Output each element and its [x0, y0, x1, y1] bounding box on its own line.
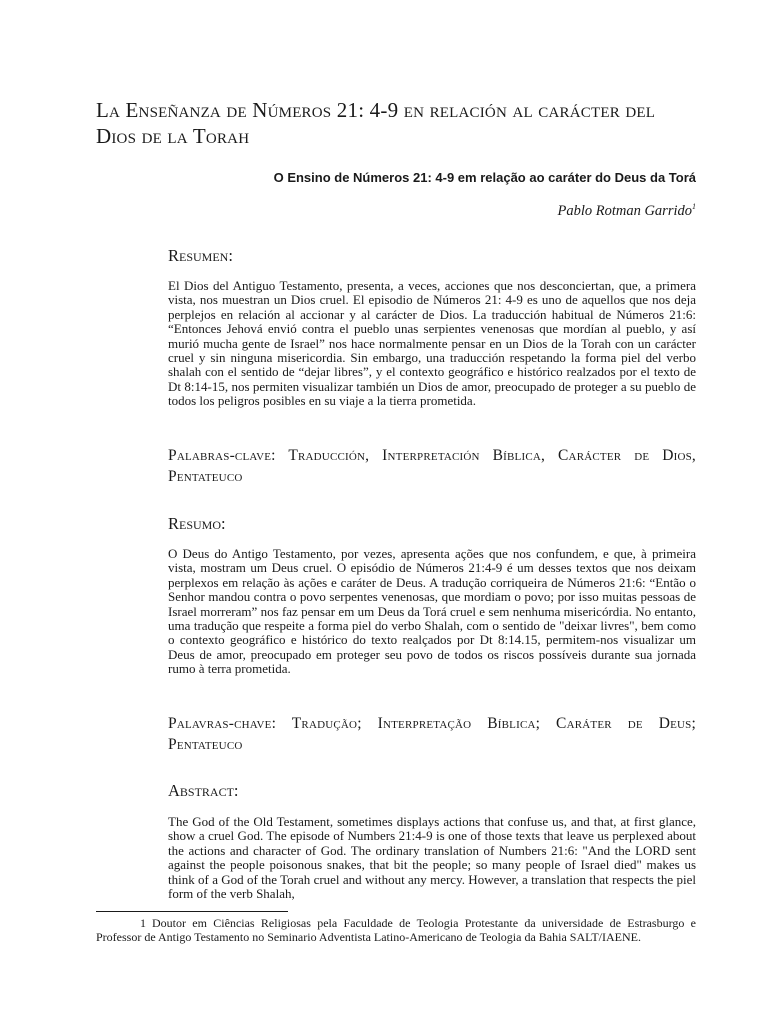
author-line	[96, 198, 696, 220]
footnote-number: 1	[140, 916, 146, 930]
footnote	[96, 916, 696, 944]
article-subtitle: O Ensino de Números 21: 4-9 em relação ao caráter do Deus da Torá	[273, 170, 696, 185]
footnote-text: Doutor em Ciências Religiosas pela Faculdade de Teologia Protestante da universidade de Estrasburgo e Professor de Antigo Testamento no Seminario Adventista Latino-Americano de Teologia da Bahia SALT/IAENE.	[96, 916, 696, 945]
abstract-heading: Abstract:	[168, 781, 239, 800]
resumen-body: El Dios del Antiguo Testamento, presenta, a veces, acciones que nos desconciertan, que, a primera vista, nos muestran un Dios cruel. El episodio de Números 21: 4-9 es uno de aquellos que nos deja perplejos en relación al accionar y al carácter de Dios. La traducción habitual de Números 21:6: “Entonces Jehová envió contra el pueblo unas serpientes venenosas que mordían al pueblo, y así murió mucha gente de Israel” nos hace normalmente pensar en un Dios de la Torah con un carácter cruel y sin ninguna misericordia. Sin embargo, una traducción respetando la forma piel del verbo shalah con el sentido de “dejar libres”, y el contexto geográfico e histórico realzados por el texto de Dt 8:14-15, nos permiten visualizar también un Dios de amor, preocupado de proteger a su pueblo de todos los peligros posibles en su viaje a la tierra prometida.	[168, 278, 696, 409]
resumen-keywords: Palabras-clave: Traducción, Interpretación Bíblica, Carácter de Dios, Pentateuco	[168, 447, 696, 485]
author-name: Pablo Rotman Garrido	[557, 202, 692, 219]
resumo-heading: Resumo:	[168, 514, 226, 533]
resumo-body: O Deus do Antigo Testamento, por vezes, apresenta ações que nos confundem, e que, à primeira vista, mostram um Deus cruel. O episódio de Números 21:4-9 é um desses textos que nos deixam perplexos em relação às ações e caráter de Deus. A tradução corriqueira de Números 21:6: “Então o Senhor mandou contra o povo serpentes venenosas, que mordiam o povo; por isso muitas pessoas de Israel morreram” nos faz pensar em um Deus da Torá cruel e sem nenhuma misericórdia. No entanto, uma tradução que respeite a forma piel do verbo Shalah, com o sentido de "deixar livres", bem como o contexto geográfico e histórico do texto realçados por Dt 8:14.15, permitem-nos visualizar um Deus de amor, preocupado em proteger seu povo de todos os riscos possíveis durante sua jornada rumo à terra prometida.	[168, 546, 696, 677]
footnote-ref[interactable]: 1	[692, 202, 696, 211]
article-title: La Enseñanza de Números 21: 4-9 en relación al carácter del Dios de la Torah	[96, 98, 656, 148]
footnote-divider	[96, 911, 288, 912]
resumo-keywords: Palavras-chave: Tradução; Interpretação Bíblica; Caráter de Deus; Pentateuco	[168, 715, 696, 753]
resumen-heading: Resumen:	[168, 246, 233, 265]
abstract-body: The God of the Old Testament, sometimes displays actions that confuse us, and that, at first glance, show a cruel God. The episode of Numbers 21:4-9 is one of those texts that leave us perplexed about the actions and character of God. The ordinary translation of Numbers 21:6: "And the LORD sent against the people poisonous snakes, that bit the people; so many people of Israel died" makes us think of a God of the Torah cruel and without any mercy. However, a translation that respects the piel form of the verb Shalah,	[168, 814, 696, 902]
